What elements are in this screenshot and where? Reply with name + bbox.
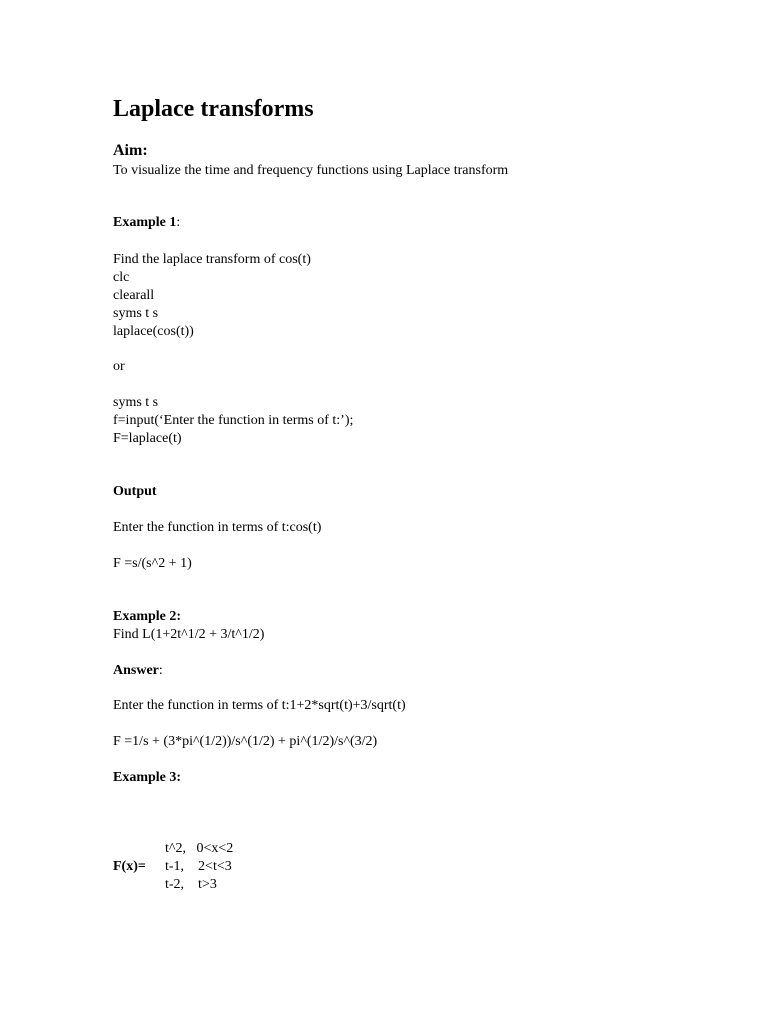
- or-text: or: [113, 359, 125, 374]
- aim-text: To visualize the time and frequency functions using Laplace transform: [113, 163, 509, 178]
- output-prompt: Enter the function in terms of t:cos(t): [113, 520, 322, 535]
- piecewise-case: t^2, 0<x<2: [165, 841, 234, 856]
- code-line: syms t s: [113, 306, 159, 321]
- example2-prompt: Enter the function in terms of t:1+2*sqrt(t)+3/sqrt(t): [113, 698, 406, 713]
- aim-heading: Aim:: [113, 142, 148, 159]
- output-heading: Output: [113, 484, 157, 499]
- code-line: F=laplace(t): [113, 431, 182, 446]
- example3-heading: Example 3:: [113, 770, 182, 785]
- example1-heading-suffix: :: [176, 215, 181, 230]
- piecewise-label: F(x)=: [113, 859, 146, 874]
- example1-task: Find the laplace transform of cos(t): [113, 252, 311, 267]
- example1-heading-line: [113, 214, 180, 232]
- answer-heading-suffix: :: [158, 663, 163, 678]
- code-line: laplace(cos(t)): [113, 324, 194, 339]
- answer-heading-line: [113, 662, 163, 680]
- answer-heading: Answer: [113, 663, 159, 678]
- code-line: clearall: [113, 288, 155, 303]
- example2-result: F =1/s + (3*pi^(1/2))/s^(1/2) + pi^(1/2)/s^(3/2): [113, 734, 378, 749]
- example1-heading: Example 1: [113, 215, 177, 230]
- code-line: f=input(‘Enter the function in terms of t:’);: [113, 413, 354, 428]
- output-result: F =s/(s^2 + 1): [113, 556, 192, 571]
- piecewise-case: t-1, 2<t<3: [165, 859, 232, 874]
- example2-task: Find L(1+2t^1/2 + 3/t^1/2): [113, 627, 265, 642]
- example2-heading: Example 2:: [113, 609, 182, 624]
- code-line: syms t s: [113, 395, 159, 410]
- code-line: clc: [113, 270, 130, 285]
- page-title: Laplace transforms: [113, 96, 314, 122]
- piecewise-case: t-2, t>3: [165, 877, 217, 892]
